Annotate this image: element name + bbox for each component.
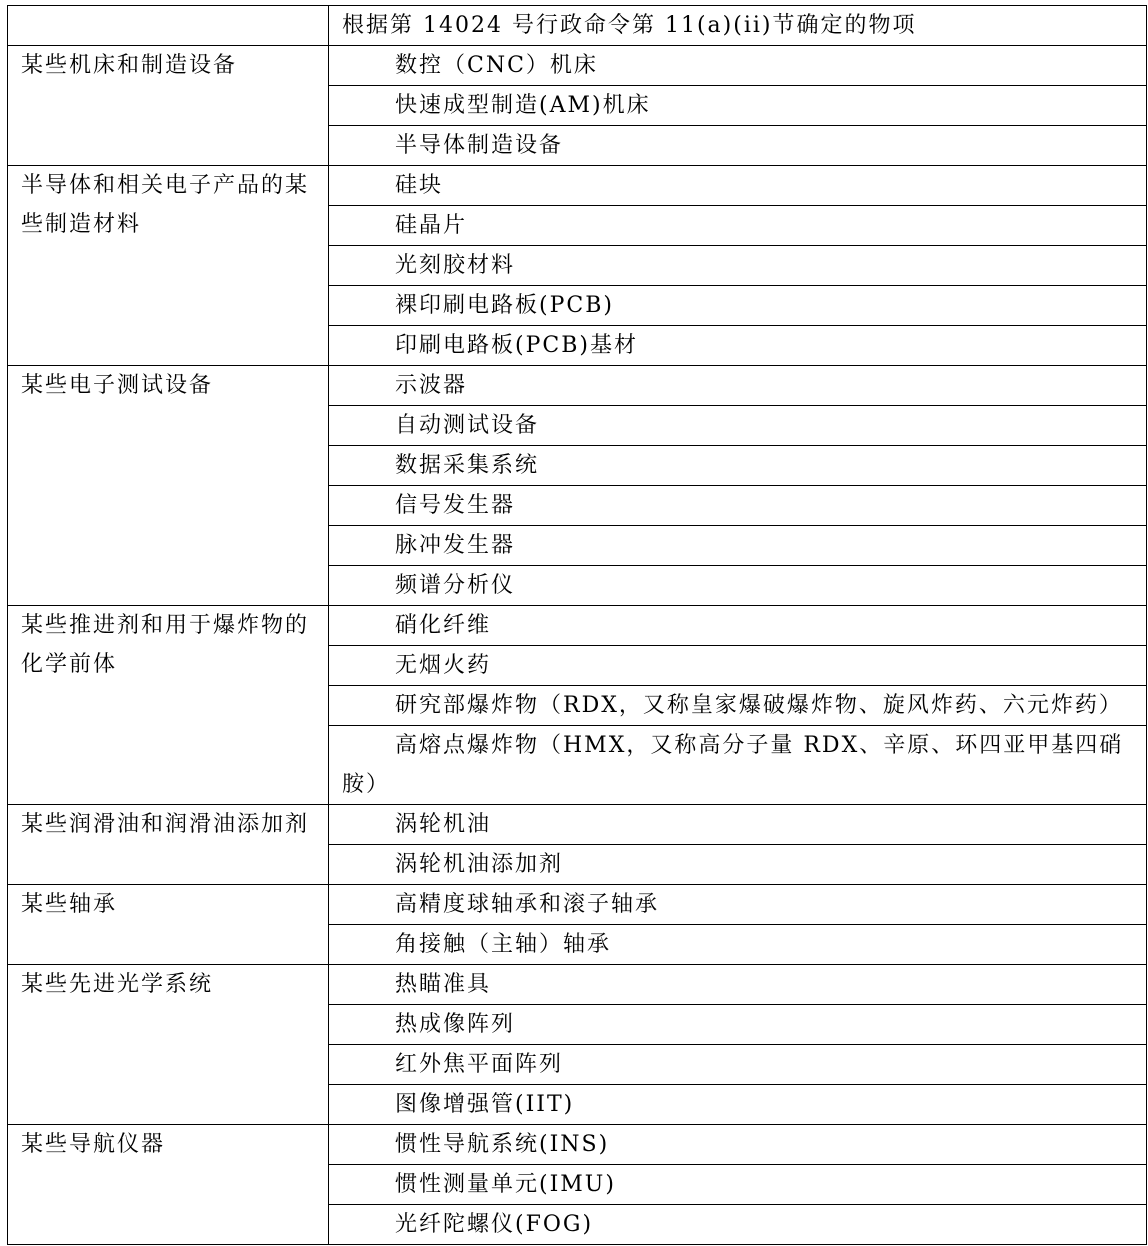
item-text: 惯性导航系统(INS) — [395, 1132, 610, 1157]
category-cell: 某些电子测试设备 — [8, 366, 329, 606]
item-cell — [329, 885, 1147, 925]
category-cell: 某些导航仪器 — [8, 1125, 329, 1245]
item-text: 硅晶片 — [395, 213, 468, 238]
item-cell — [329, 406, 1147, 446]
item-cell — [329, 486, 1147, 526]
item-text: 惯性测量单元(IMU) — [395, 1172, 616, 1197]
table-row — [8, 366, 1147, 406]
item-cell — [329, 686, 1147, 726]
item-text: 印刷电路板(PCB)基材 — [395, 333, 638, 358]
item-cell — [329, 166, 1147, 206]
item-text: 光刻胶材料 — [395, 253, 516, 278]
item-cell — [329, 726, 1147, 805]
item-cell — [329, 566, 1147, 606]
item-cell — [329, 1125, 1147, 1165]
table-row — [8, 46, 1147, 86]
item-text: 快速成型制造(AM)机床 — [395, 93, 651, 118]
item-cell — [329, 845, 1147, 885]
item-cell — [329, 326, 1147, 366]
item-text: 数控（CNC）机床 — [395, 53, 598, 78]
item-cell — [329, 1085, 1147, 1125]
header-empty-cell — [8, 6, 329, 46]
category-cell: 半导体和相关电子产品的某些制造材料 — [8, 166, 329, 366]
item-text: 硅块 — [395, 173, 444, 198]
item-cell — [329, 286, 1147, 326]
item-text: 自动测试设备 — [395, 413, 540, 438]
table-row — [8, 1125, 1147, 1165]
item-text: 涡轮机油添加剂 — [395, 852, 564, 877]
item-text: 角接触（主轴）轴承 — [395, 932, 612, 957]
item-text: 信号发生器 — [395, 493, 516, 518]
header-cell: 根据第 14024 号行政命令第 11(a)(ii)节确定的物项 — [329, 6, 1147, 46]
item-text: 脉冲发生器 — [395, 533, 516, 558]
item-text: 热成像阵列 — [395, 1012, 516, 1037]
table-row — [8, 606, 1147, 646]
table-row — [8, 885, 1147, 925]
item-text: 示波器 — [395, 373, 468, 398]
item-text: 硝化纤维 — [395, 613, 492, 638]
item-cell — [329, 1205, 1147, 1245]
items-table — [7, 5, 1147, 1245]
item-text: 数据采集系统 — [395, 453, 540, 478]
header-row — [8, 6, 1147, 46]
item-cell — [329, 206, 1147, 246]
item-cell — [329, 366, 1147, 406]
item-cell — [329, 925, 1147, 965]
category-cell: 某些推进剂和用于爆炸物的化学前体 — [8, 606, 329, 805]
item-cell — [329, 606, 1147, 646]
item-text: 涡轮机油 — [395, 812, 492, 837]
item-cell — [329, 446, 1147, 486]
item-text: 频谱分析仪 — [395, 573, 516, 598]
item-text: 热瞄准具 — [395, 972, 492, 997]
item-text: 高精度球轴承和滚子轴承 — [395, 892, 660, 917]
item-text: 高熔点爆炸物（HMX，又称高分子量 RDX、辛原、环四亚甲基四硝胺） — [342, 733, 1124, 797]
item-text: 红外焦平面阵列 — [395, 1052, 564, 1077]
item-cell — [329, 1045, 1147, 1085]
item-text: 图像增强管(IIT) — [395, 1092, 575, 1117]
item-text: 裸印刷电路板(PCB) — [395, 293, 614, 318]
item-cell — [329, 965, 1147, 1005]
item-text: 研究部爆炸物（RDX，又称皇家爆破爆炸物、旋风炸药、六元炸药） — [395, 693, 1123, 718]
item-text: 半导体制造设备 — [395, 133, 564, 158]
item-cell — [329, 526, 1147, 566]
table-row — [8, 965, 1147, 1005]
item-cell — [329, 246, 1147, 286]
category-cell: 某些先进光学系统 — [8, 965, 329, 1125]
category-cell: 某些机床和制造设备 — [8, 46, 329, 166]
table-body — [8, 6, 1147, 1245]
table-row — [8, 166, 1147, 206]
item-text: 光纤陀螺仪(FOG) — [395, 1212, 594, 1237]
item-cell — [329, 126, 1147, 166]
item-cell — [329, 1165, 1147, 1205]
category-cell: 某些润滑油和润滑油添加剂 — [8, 805, 329, 885]
table-row — [8, 805, 1147, 845]
item-cell — [329, 805, 1147, 845]
item-cell — [329, 1005, 1147, 1045]
item-cell — [329, 46, 1147, 86]
item-cell — [329, 86, 1147, 126]
item-text: 无烟火药 — [395, 653, 492, 678]
item-cell — [329, 646, 1147, 686]
category-cell: 某些轴承 — [8, 885, 329, 965]
